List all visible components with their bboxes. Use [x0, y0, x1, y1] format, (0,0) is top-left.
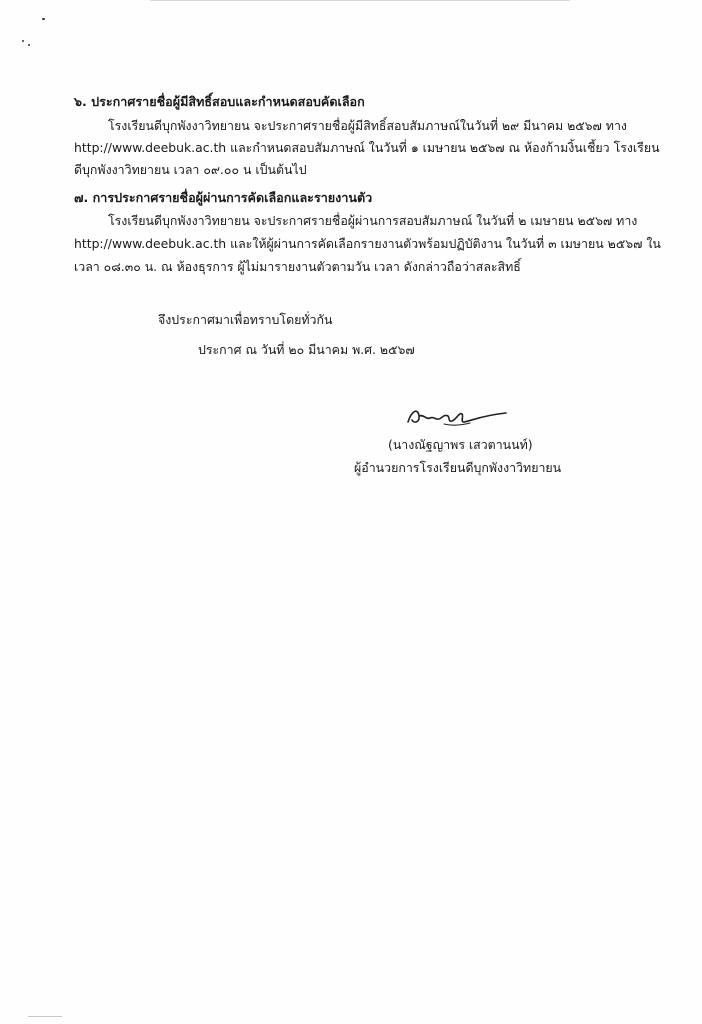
- section-7-heading: ๗. การประกาศรายชื่อผู้ผ่านการคัดเลือกและรายงานตัว: [74, 190, 373, 205]
- scan-speck: [28, 44, 30, 46]
- section-6-paragraph-line: http://www.deebuk.ac.th และกำหนดสอบสัมภาษณ์ ในวันที่ ๑ เมษายน ๒๕๖๗ ณ ห้องก้ามงิ้นเชี้ยว โรงเรียน: [74, 140, 660, 155]
- section-6-paragraph-line: โรงเรียนดีบุกพังงาวิทยายน จะประกาศรายชื่อผู้มีสิทธิ์สอบสัมภาษณ์ในวันที่ ๒๙ มีนาคม ๒๕๖๗ ทาง: [108, 118, 627, 133]
- section-6-heading: ๖. ประกาศรายชื่อผู้มีสิทธิ์สอบและกำหนดสอบคัดเลือก: [74, 94, 365, 109]
- scan-edge-mark: [28, 1016, 62, 1017]
- scan-edge-line: [150, 0, 570, 1]
- scan-speck: [22, 40, 24, 42]
- closing-announcement: จึงประกาศมาเพื่อทราบโดยทั่วกัน: [158, 312, 333, 327]
- scan-speck: [42, 18, 45, 20]
- section-6-paragraph-line: ดีบุกพังงาวิทยายน เวลา ๐๙.๐๐ น เป็นต้นไป: [74, 162, 307, 177]
- section-7-paragraph-line: โรงเรียนดีบุกพังงาวิทยายน จะประกาศรายชื่อผู้ผ่านการสอบสัมภาษณ์ ในวันที่ ๒ เมษายน ๒๕๖๗ ทาง: [108, 213, 638, 228]
- handwritten-signature: [404, 402, 510, 430]
- announcement-date: ประกาศ ณ วันที่ ๒๐ มีนาคม พ.ศ. ๒๕๖๗: [198, 342, 415, 357]
- section-7-paragraph-line: http://www.deebuk.ac.th และให้ผู้ผ่านการคัดเลือกรายงานตัวพร้อมปฏิบัติงาน ในวันที่ ๓ เมษายน ๒๕๖๗ ใน: [74, 236, 661, 251]
- section-7-paragraph-line: เวลา ๐๘.๓๐ น. ณ ห้องธุรการ ผู้ไม่มารายงานตัวตามวัน เวลา ดังกล่าวถือว่าสละสิทธิ์: [74, 259, 521, 274]
- signatory-position: ผู้อำนวยการโรงเรียนดีบุกพังงาวิทยายน: [354, 460, 562, 475]
- signatory-name: (นางณัฐญาพร เสวตานนท์): [388, 437, 533, 452]
